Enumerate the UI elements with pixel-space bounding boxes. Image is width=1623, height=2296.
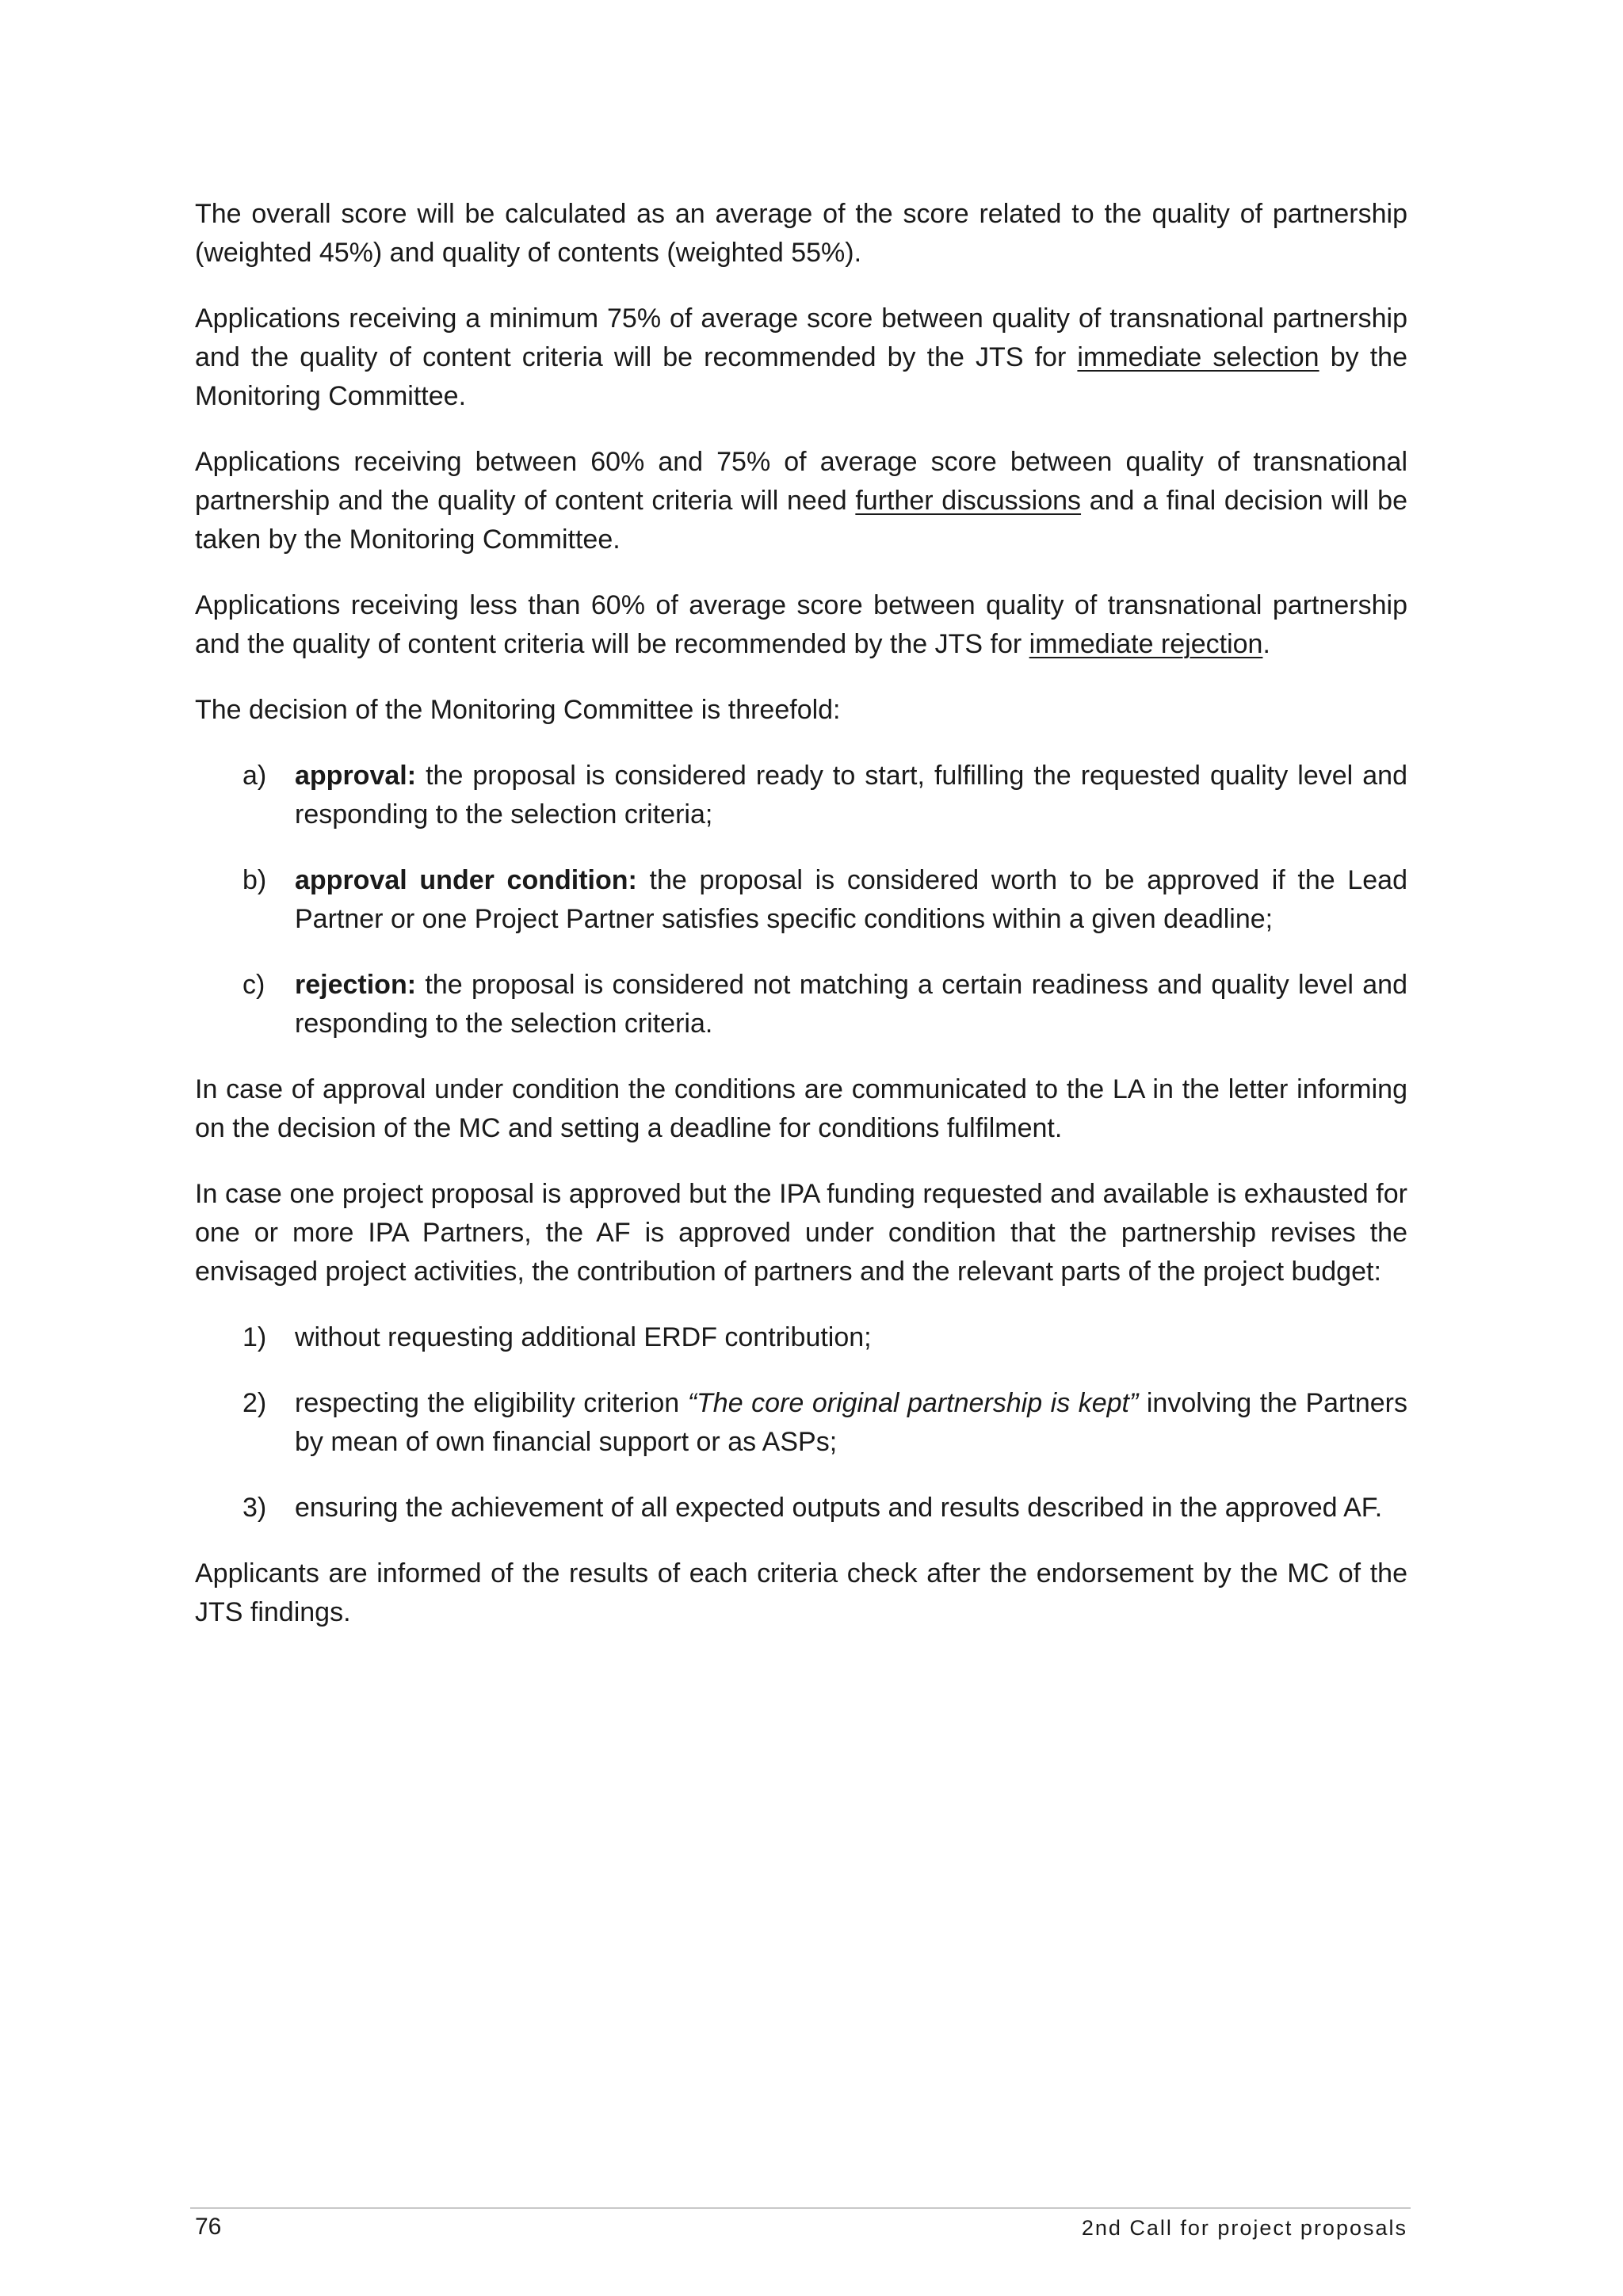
paragraph-text: by the Monitoring Committee. bbox=[195, 342, 1407, 411]
footer-document-title: 2nd Call for project proposals bbox=[1081, 2216, 1407, 2240]
underlined-term-immediate-rejection: immediate rejection bbox=[1029, 629, 1263, 659]
decision-term: rejection: bbox=[295, 970, 417, 1000]
decision-list bbox=[195, 757, 1407, 1043]
paragraph-text: Applications receiving less than 60% of average score between quality of transnational partnership and the quality of content criteria will be recommended by the JTS for bbox=[195, 590, 1407, 659]
list-marker: c) bbox=[242, 970, 265, 1000]
condition-item-3 bbox=[195, 1489, 1407, 1527]
footer-divider bbox=[190, 2207, 1411, 2209]
condition-item-1 bbox=[195, 1318, 1407, 1357]
decision-item-approval bbox=[195, 757, 1407, 834]
condition-list bbox=[195, 1318, 1407, 1527]
condition-text: ensuring the achievement of all expected outputs and results described in the approved AF. bbox=[295, 1493, 1383, 1523]
paragraph-ipa-funding: In case one project proposal is approved but the IPA funding requested and available is exhausted for one or more IPA Partners, the AF is approved under condition that the partnership revises the envisaged project activities, the contribution of partners and the relevant parts of the project budget: bbox=[195, 1179, 1407, 1287]
condition-text: involving the Partners by mean of own financial support or as ASPs; bbox=[295, 1388, 1407, 1457]
underlined-term-further-discussions: further discussions bbox=[855, 486, 1082, 516]
paragraph-further-discussions bbox=[195, 443, 1407, 559]
paragraph-immediate-rejection bbox=[195, 586, 1407, 664]
decision-item-rejection bbox=[195, 966, 1407, 1043]
list-marker: a) bbox=[242, 761, 267, 791]
condition-text: without requesting additional ERDF contribution; bbox=[295, 1322, 872, 1352]
paragraph-overall-score: The overall score will be calculated as an average of the score related to the quality of partnership (weighted 45%) and quality of contents (weighted 55%). bbox=[195, 199, 1407, 268]
footer-page-number: 76 bbox=[195, 2214, 222, 2240]
list-marker: 3) bbox=[242, 1493, 267, 1523]
list-marker: b) bbox=[242, 865, 267, 895]
paragraph-text: Applications receiving a minimum 75% of average score between quality of transnational partnership and the quality of content criteria will be recommended by the JTS for bbox=[195, 303, 1407, 372]
decision-text: the proposal is considered worth to be approved if the Lead Partner or one Project Partner satisfies specific conditions within a given deadline; bbox=[295, 865, 1407, 934]
page-body bbox=[195, 195, 1407, 1659]
condition-text: respecting the eligibility criterion bbox=[295, 1388, 688, 1418]
quoted-criterion: “The core original partnership is kept” bbox=[687, 1388, 1139, 1418]
list-marker: 2) bbox=[242, 1388, 267, 1418]
paragraph-approval-under-condition: In case of approval under condition the conditions are communicated to the LA in the letter informing on the decision of the MC and setting a deadline for conditions fulfilment. bbox=[195, 1074, 1407, 1143]
decision-term: approval under condition: bbox=[295, 865, 637, 895]
paragraph-text: Applications receiving between 60% and 75% of average score between quality of transnational partnership and the quality of content criteria will need bbox=[195, 447, 1407, 516]
decision-text: the proposal is considered not matching a certain readiness and quality level and responding to the selection criteria. bbox=[295, 970, 1407, 1039]
paragraph-text: . bbox=[1262, 629, 1270, 659]
condition-item-2 bbox=[195, 1384, 1407, 1462]
decision-item-approval-under-condition bbox=[195, 861, 1407, 939]
paragraph-decision-intro: The decision of the Monitoring Committee is threefold: bbox=[195, 695, 841, 725]
paragraph-applicants-informed: Applicants are informed of the results of each criteria check after the endorsement by the MC of the JTS findings. bbox=[195, 1558, 1407, 1627]
underlined-term-immediate-selection: immediate selection bbox=[1077, 342, 1319, 372]
decision-text: the proposal is considered ready to start, fulfilling the requested quality level and responding to the selection criteria; bbox=[295, 761, 1407, 830]
decision-term: approval: bbox=[295, 761, 417, 791]
paragraph-text: and a final decision will be taken by the Monitoring Committee. bbox=[195, 486, 1407, 555]
list-marker: 1) bbox=[242, 1322, 267, 1352]
paragraph-immediate-selection bbox=[195, 299, 1407, 416]
